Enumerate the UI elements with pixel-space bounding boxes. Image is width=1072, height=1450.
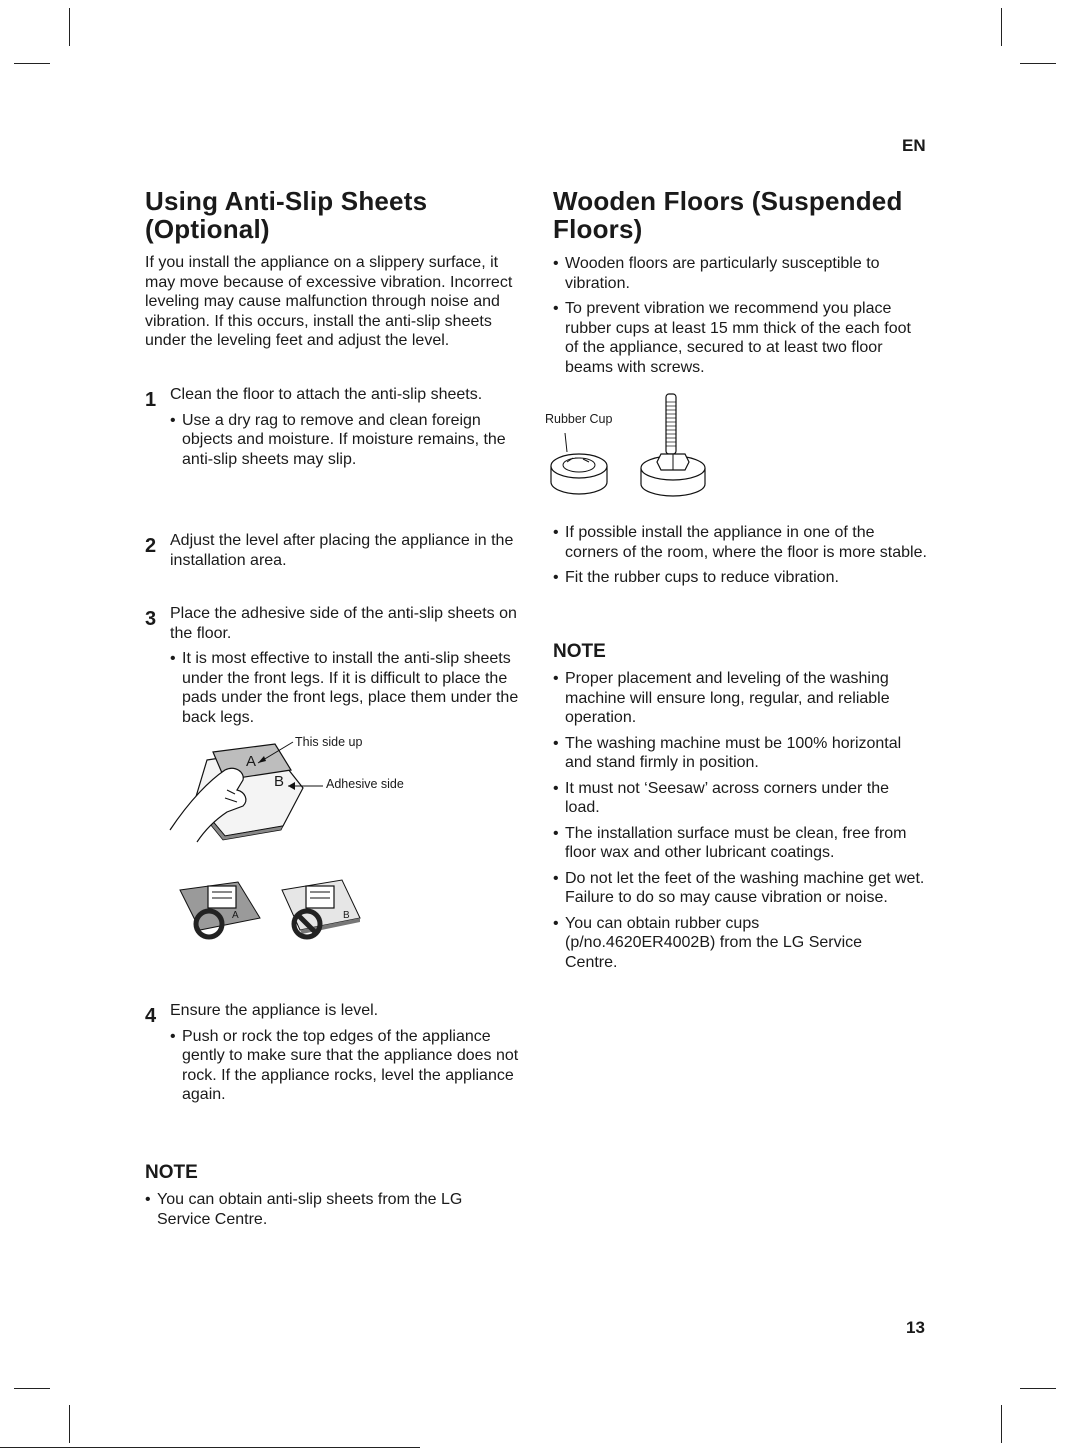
correct-foot-placement-illustration	[178, 878, 268, 948]
language-tag: EN	[902, 136, 926, 155]
step-text: Place the adhesive side of the anti-slip sheets on the floor.	[170, 605, 517, 642]
left-title-line2: (Optional)	[145, 214, 270, 244]
step-text: Adjust the level after placing the appliance in the installation area.	[170, 532, 514, 569]
list-item: • It must not ‘Seesaw’ across corners under the load.	[553, 779, 928, 818]
incorrect-foot-placement-illustration	[280, 878, 370, 948]
crop-mark	[1001, 8, 1002, 46]
step-number: 3	[145, 608, 157, 630]
list-item: • The washing machine must be 100% horizontal and stand firmly in position.	[553, 734, 928, 773]
step-number: 4	[145, 1005, 157, 1027]
list-item: • If possible install the appliance in one of the corners of the room, where the floor is more stable.	[553, 523, 928, 562]
label-this-side-up: This side up	[295, 735, 363, 749]
step-text: Ensure the appliance is level.	[170, 1002, 379, 1019]
step-number: 2	[145, 535, 157, 557]
page-number: 13	[906, 1318, 925, 1337]
crop-mark	[69, 8, 70, 46]
sheet-letter-a: A	[246, 753, 257, 770]
left-intro: If you install the appliance on a slippery surface, it may move because of excessive vibration. Incorrect leveling may cause malfunction through noise and vibration. If this occurs, install the anti-slip sheets under the leveling feet and adjust the level.	[145, 254, 513, 349]
list-item: • Proper placement and leveling of the washing machine will ensure long, regular, and reliable operation.	[553, 669, 928, 728]
right-bullets-top	[553, 254, 928, 383]
list-item: • Wooden floors are particularly susceptible to vibration.	[553, 254, 928, 293]
foot-letter-b: B	[343, 910, 350, 921]
list-item: • Fit the rubber cups to reduce vibration.	[553, 568, 928, 588]
list-item: • Do not let the feet of the washing machine get wet. Failure to do so may cause vibration or noise.	[553, 869, 928, 908]
step-bullet: • It is most effective to install the anti-slip sheets under the front legs. If it is difficult to place the pads under the front legs, place them under the back legs.	[170, 649, 525, 727]
step-1	[145, 385, 525, 475]
step-4	[145, 1001, 525, 1111]
step-2	[145, 531, 525, 570]
step-bullet: • Use a dry rag to remove and clean foreign objects and moisture. If moisture remains, the anti-slip sheets may slip.	[170, 411, 525, 470]
crop-mark	[14, 63, 50, 64]
crop-mark	[1020, 63, 1056, 64]
right-note-heading: NOTE	[553, 641, 606, 662]
label-rubber-cup: Rubber Cup	[545, 412, 613, 426]
crop-mark	[14, 1388, 50, 1389]
step-bullet: • Push or rock the top edges of the appliance gently to make sure that the appliance does not rock. If the appliance rocks, level the appliance again.	[170, 1027, 525, 1105]
left-title-line1: Using Anti-Slip Sheets	[145, 186, 428, 216]
crop-mark	[69, 1405, 70, 1443]
step-3	[145, 604, 525, 733]
list-item: • The installation surface must be clean, free from floor wax and other lubricant coatings.	[553, 824, 928, 863]
step-number: 1	[145, 389, 157, 411]
left-title	[145, 187, 525, 243]
bottom-rule	[0, 1447, 420, 1448]
left-note-bullet: • You can obtain anti-slip sheets from the LG Service Centre.	[145, 1190, 507, 1229]
rubber-cup-illustration	[545, 390, 725, 500]
list-item: • To prevent vibration we recommend you place rubber cups at least 15 mm thick of the each foot of the appliance, secured to at least two floor beams with screws.	[553, 299, 928, 377]
crop-mark	[1020, 1388, 1056, 1389]
right-bullets-mid	[553, 523, 928, 594]
crop-mark	[1001, 1405, 1002, 1443]
foot-letter-a: A	[232, 910, 239, 921]
right-note-bullets	[553, 669, 928, 978]
step-text: Clean the floor to attach the anti-slip sheets.	[170, 386, 483, 403]
right-title	[553, 187, 928, 243]
sheet-letter-b: B	[274, 773, 285, 790]
left-note-heading: NOTE	[145, 1162, 198, 1183]
list-item: • You can obtain rubber cups (p/no.4620ER4002B) from the LG Service Centre.	[553, 914, 895, 973]
label-adhesive-side: Adhesive side	[326, 777, 404, 791]
right-title-line2: Floors)	[553, 214, 643, 244]
right-title-line1: Wooden Floors (Suspended	[553, 186, 903, 216]
